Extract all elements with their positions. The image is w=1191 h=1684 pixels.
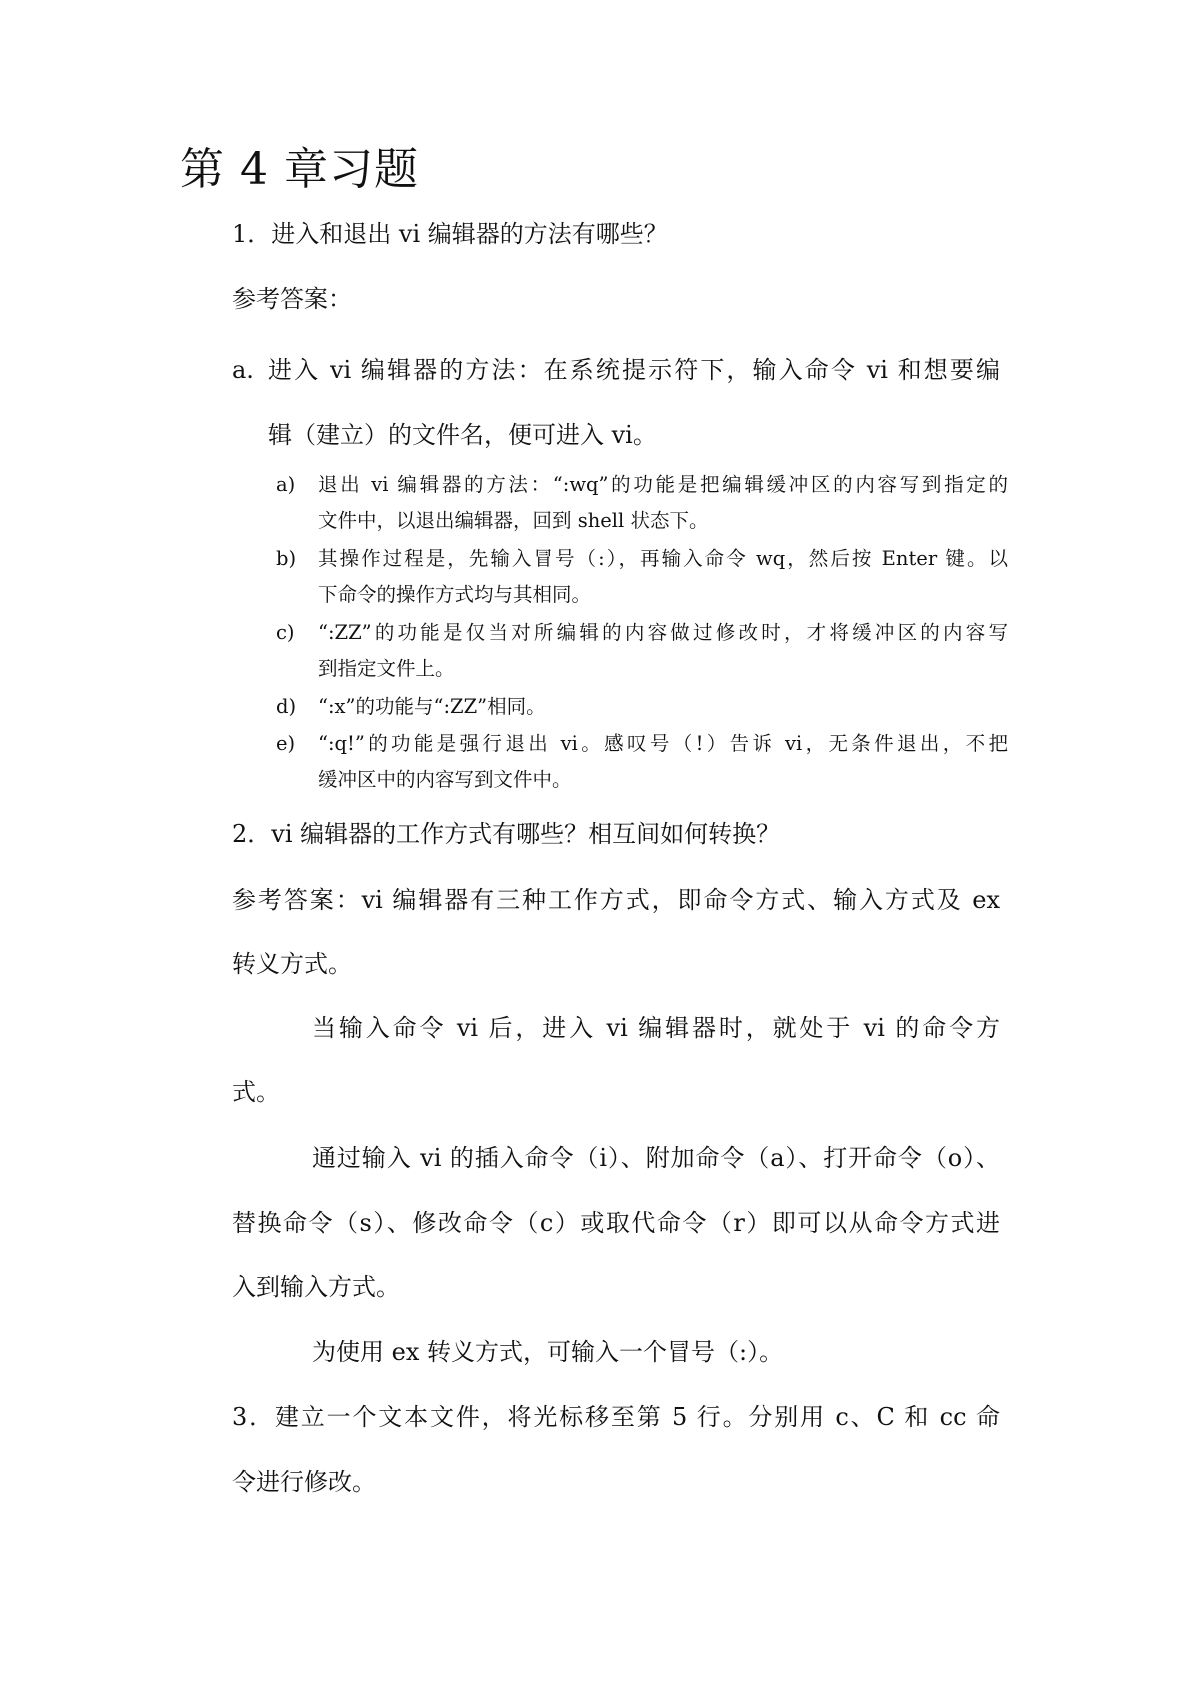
q1-subitem-b — [276, 546, 1008, 608]
subitem-line-1: 其操作过程是，先输入冒号（:），再输入命令 wq，然后按 Enter 键。以 — [318, 547, 1008, 570]
question-3-line-2: 令进行修改。 — [232, 1468, 376, 1496]
q1-subitem-d — [276, 694, 1008, 724]
subitem-line-1: “:ZZ”的功能是仅当对所编辑的内容做过修改时，才将缓冲区的内容写 — [318, 621, 1008, 644]
q2-answer-line-2: 转义方式。 — [232, 950, 352, 978]
subitem-marker: a) — [276, 473, 296, 496]
subitem-line-2: 下命令的操作方式均与其相同。 — [318, 583, 592, 606]
q1-point-a-line-2: 辑（建立）的文件名，便可进入 vi。 — [268, 421, 657, 449]
subitem-line-1: “:x”的功能与“:ZZ”相同。 — [318, 695, 546, 718]
q1-point-a-marker: a. — [232, 356, 254, 384]
q1-answer-label: 参考答案： — [232, 285, 352, 313]
question-3-line-1: 3．建立一个文本文件，将光标移至第 5 行。分别用 c、C 和 cc 命 — [232, 1403, 1000, 1431]
chapter-title: 第 4 章习题 — [180, 144, 419, 195]
q1-point-a-line-1: 进入 vi 编辑器的方法：在系统提示符下，输入命令 vi 和想要编 — [268, 356, 1000, 384]
q1-subitem-a — [276, 472, 1008, 534]
subitem-marker: e) — [276, 732, 296, 755]
subitem-line-2: 到指定文件上。 — [318, 657, 455, 680]
subitem-marker: c) — [276, 621, 295, 644]
subitem-line-2: 文件中，以退出编辑器，回到 shell 状态下。 — [318, 509, 709, 532]
question-2: 2．vi 编辑器的工作方式有哪些？相互间如何转换？ — [232, 820, 781, 848]
q2-paragraph-1-line-2: 式。 — [232, 1078, 280, 1106]
q2-answer-line-1: 参考答案：vi 编辑器有三种工作方式，即命令方式、输入方式及 ex — [232, 886, 1000, 914]
subitem-line-1: “:q!”的功能是强行退出 vi。感叹号（!）告诉 vi，无条件退出，不把 — [318, 732, 1008, 755]
q1-subitem-c — [276, 620, 1008, 682]
subitem-marker: d) — [276, 695, 297, 718]
subitem-line-2: 缓冲区中的内容写到文件中。 — [318, 768, 572, 791]
q2-paragraph-3: 为使用 ex 转义方式，可输入一个冒号（:）。 — [312, 1338, 784, 1366]
q2-paragraph-2-line-2: 替换命令（s）、修改命令（c）或取代命令（r）即可以从命令方式进 — [232, 1209, 1000, 1237]
q2-paragraph-2-line-1: 通过输入 vi 的插入命令（i）、附加命令（a）、打开命令（o）、 — [312, 1144, 1000, 1172]
question-1: 1．进入和退出 vi 编辑器的方法有哪些？ — [232, 220, 668, 248]
q2-paragraph-1-line-1: 当输入命令 vi 后，进入 vi 编辑器时，就处于 vi 的命令方 — [312, 1014, 1000, 1042]
subitem-line-1: 退出 vi 编辑器的方法：“:wq”的功能是把编辑缓冲区的内容写到指定的 — [318, 473, 1008, 496]
subitem-marker: b) — [276, 547, 297, 570]
q1-subitem-e — [276, 731, 1008, 793]
q2-paragraph-2-line-3: 入到输入方式。 — [232, 1273, 400, 1301]
